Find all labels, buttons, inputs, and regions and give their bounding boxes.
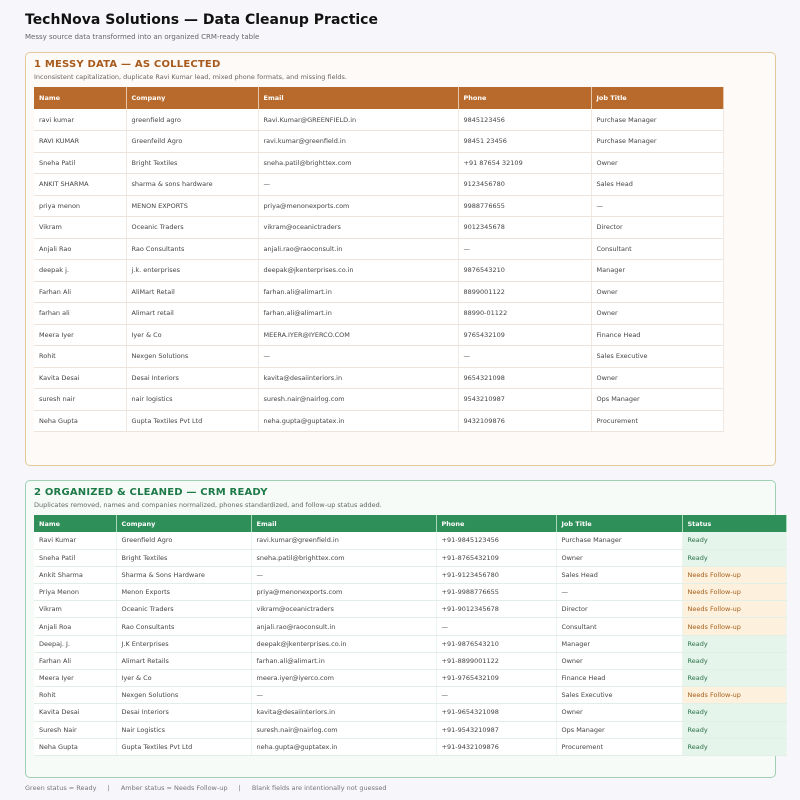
raw-cell-email: neha.gupta@guptatex.in (258, 410, 458, 432)
legend-ready: Green status = Ready (25, 784, 97, 792)
status-badge: Needs Follow-up (682, 687, 786, 704)
raw-cell-job-title: Director (591, 217, 723, 239)
status-badge: Ready (682, 549, 786, 566)
raw-cell-phone: 9432109876 (458, 410, 591, 432)
raw-data-heading: 1 MESSY DATA — AS COLLECTED (34, 59, 221, 70)
clean-cell-phone: +91-9876543210 (436, 635, 556, 652)
clean-cell-email: ravi.kumar@greenfield.in (251, 532, 436, 549)
clean-cell-name: Rohit (34, 687, 116, 704)
table-row (34, 410, 723, 432)
status-badge: Ready (682, 635, 786, 652)
clean-cell-job-title: Consultant (556, 618, 682, 635)
table-row (34, 324, 723, 346)
clean-cell-email: deepak@jkenterprises.co.in (251, 635, 436, 652)
raw-cell-email: farhan.ali@alimart.in (258, 281, 458, 303)
raw-cell-name: Vikram (34, 217, 126, 239)
raw-cell-name: priya menon (34, 195, 126, 217)
clean-cell-email: sneha.patil@brighttex.com (251, 549, 436, 566)
clean-cell-phone: +91-9012345678 (436, 601, 556, 618)
raw-cell-phone: 9543210987 (458, 389, 591, 411)
table-row (34, 721, 786, 738)
table-row (34, 346, 723, 368)
clean-cell-job-title: Purchase Manager (556, 532, 682, 549)
raw-cell-job-title: Ops Manager (591, 389, 723, 411)
clean-cell-company: Gupta Textiles Pvt Ltd (116, 738, 251, 755)
raw-cell-name: Neha Gupta (34, 410, 126, 432)
clean-cell-job-title: Finance Head (556, 670, 682, 687)
table-row (34, 652, 786, 669)
status-badge: Needs Follow-up (682, 601, 786, 618)
clean-cell-name: Sneha Patil (34, 549, 116, 566)
raw-cell-name: deepak j. (34, 260, 126, 282)
raw-cell-name: Sneha Patil (34, 152, 126, 174)
status-badge: Needs Follow-up (682, 584, 786, 601)
clean-cell-phone: — (436, 687, 556, 704)
raw-cell-phone: 98451 23456 (458, 131, 591, 153)
clean-cell-phone: — (436, 618, 556, 635)
raw-data-table (34, 87, 724, 432)
clean-cell-name: Meera Iyer (34, 670, 116, 687)
clean-data-table (34, 515, 787, 756)
raw-data-note: Inconsistent capitalization, duplicate Ravi Kumar lead, mixed phone formats, and missing fields. (34, 73, 347, 81)
raw-cell-job-title: Purchase Manager (591, 131, 723, 153)
clean-cell-job-title: — (556, 584, 682, 601)
raw-cell-email: MEERA.IYER@IYERCO.COM (258, 324, 458, 346)
raw-cell-email: suresh.nair@nairlog.com (258, 389, 458, 411)
table-row (34, 303, 723, 325)
clean-cell-company: Oceanic Traders (116, 601, 251, 618)
raw-cell-phone: 9012345678 (458, 217, 591, 239)
clean-cell-job-title: Manager (556, 635, 682, 652)
raw-cell-company: Oceanic Traders (126, 217, 258, 239)
clean-cell-company: Rao Consultants (116, 618, 251, 635)
table-row (34, 367, 723, 389)
raw-cell-company: Iyer & Co (126, 324, 258, 346)
table-row (34, 566, 786, 583)
raw-cell-name: Kavita Desai (34, 367, 126, 389)
raw-cell-email: priya@menonexports.com (258, 195, 458, 217)
raw-cell-email: anjali.rao@raoconsult.in (258, 238, 458, 260)
raw-cell-company: Greenfeild Agro (126, 131, 258, 153)
raw-cell-job-title: Finance Head (591, 324, 723, 346)
table-row (34, 549, 786, 566)
clean-cell-name: Anjali Roa (34, 618, 116, 635)
raw-cell-company: Nexgen Solutions (126, 346, 258, 368)
table-row (34, 195, 723, 217)
raw-col-header-company: Company (126, 87, 258, 109)
clean-cell-phone: +91-9432109876 (436, 738, 556, 755)
raw-cell-job-title: Sales Executive (591, 346, 723, 368)
table-row (34, 389, 723, 411)
raw-cell-name: farhan ali (34, 303, 126, 325)
clean-col-header-job-title: Job Title (556, 515, 682, 532)
table-row (34, 109, 723, 131)
raw-cell-name: Anjali Rao (34, 238, 126, 260)
raw-table-header-row (34, 87, 723, 109)
raw-cell-job-title: Consultant (591, 238, 723, 260)
raw-cell-job-title: Procurement (591, 410, 723, 432)
table-row (34, 738, 786, 755)
clean-cell-email: — (251, 687, 436, 704)
table-row (34, 131, 723, 153)
raw-cell-email: farhan.ali@alimart.in (258, 303, 458, 325)
status-badge: Ready (682, 721, 786, 738)
raw-cell-email: vikram@oceanictraders (258, 217, 458, 239)
raw-cell-phone: — (458, 238, 591, 260)
clean-cell-phone: +91-9654321098 (436, 704, 556, 721)
clean-cell-name: Neha Gupta (34, 738, 116, 755)
clean-cell-name: Vikram (34, 601, 116, 618)
clean-cell-email: farhan.ali@alimart.in (251, 652, 436, 669)
clean-cell-phone: +91-9988776655 (436, 584, 556, 601)
clean-cell-name: Farhan Ali (34, 652, 116, 669)
raw-cell-email: — (258, 174, 458, 196)
clean-cell-company: Bright Textiles (116, 549, 251, 566)
clean-cell-company: Nexgen Solutions (116, 687, 251, 704)
raw-cell-company: greenfield agro (126, 109, 258, 131)
raw-cell-phone: 88990-01122 (458, 303, 591, 325)
raw-cell-job-title: Owner (591, 303, 723, 325)
raw-data-panel (25, 52, 776, 466)
raw-cell-company: AliMart Retail (126, 281, 258, 303)
raw-cell-phone: 9765432109 (458, 324, 591, 346)
raw-cell-name: ANKIT SHARMA (34, 174, 126, 196)
clean-cell-job-title: Owner (556, 549, 682, 566)
table-row (34, 618, 786, 635)
table-row (34, 532, 786, 549)
clean-col-header-company: Company (116, 515, 251, 532)
raw-cell-name: Rohit (34, 346, 126, 368)
status-badge: Ready (682, 670, 786, 687)
table-row (34, 281, 723, 303)
raw-cell-job-title: Owner (591, 281, 723, 303)
clean-cell-email: kavita@desaiinteriors.in (251, 704, 436, 721)
raw-col-header-phone: Phone (458, 87, 591, 109)
clean-cell-company: Menon Exports (116, 584, 251, 601)
legend-blank: Blank fields are intentionally not guessed (251, 784, 387, 792)
clean-cell-job-title: Owner (556, 652, 682, 669)
raw-cell-company: MENON EXPORTS (126, 195, 258, 217)
clean-col-header-email: Email (251, 515, 436, 532)
table-row (34, 217, 723, 239)
table-row (34, 238, 723, 260)
clean-cell-job-title: Director (556, 601, 682, 618)
clean-cell-company: J.K Enterprises (116, 635, 251, 652)
table-row (34, 584, 786, 601)
raw-cell-company: j.k. enterprises (126, 260, 258, 282)
raw-cell-email: sneha.patil@brighttex.com (258, 152, 458, 174)
raw-cell-company: Rao Consultants (126, 238, 258, 260)
raw-cell-job-title: Owner (591, 152, 723, 174)
clean-cell-company: Alimart Retails (116, 652, 251, 669)
raw-cell-email: deepak@jkenterprises.co.in (258, 260, 458, 282)
raw-table-body (34, 109, 723, 432)
raw-cell-name: Meera Iyer (34, 324, 126, 346)
clean-cell-job-title: Owner (556, 704, 682, 721)
clean-cell-job-title: Sales Executive (556, 687, 682, 704)
table-row (34, 174, 723, 196)
table-row (34, 152, 723, 174)
clean-cell-phone: +91-9765432109 (436, 670, 556, 687)
status-badge: Ready (682, 532, 786, 549)
status-badge: Ready (682, 738, 786, 755)
clean-cell-phone: +91-8899001122 (436, 652, 556, 669)
raw-cell-name: RAVI KUMAR (34, 131, 126, 153)
clean-cell-email: neha.gupta@guptatex.in (251, 738, 436, 755)
raw-cell-name: suresh nair (34, 389, 126, 411)
clean-cell-company: Desai Interiors (116, 704, 251, 721)
clean-cell-name: Suresh Nair (34, 721, 116, 738)
raw-cell-company: nair logistics (126, 389, 258, 411)
clean-data-note: Duplicates removed, names and companies normalized, phones standardized, and follow-up status added. (34, 501, 382, 509)
raw-cell-company: Gupta Textiles Pvt Ltd (126, 410, 258, 432)
clean-cell-job-title: Ops Manager (556, 721, 682, 738)
raw-cell-job-title: Purchase Manager (591, 109, 723, 131)
clean-col-header-phone: Phone (436, 515, 556, 532)
raw-col-header-email: Email (258, 87, 458, 109)
status-badge: Needs Follow-up (682, 618, 786, 635)
raw-cell-job-title: Sales Head (591, 174, 723, 196)
clean-col-header-name: Name (34, 515, 116, 532)
clean-cell-name: Priya Menon (34, 584, 116, 601)
status-badge: Needs Follow-up (682, 566, 786, 583)
table-row (34, 635, 786, 652)
raw-cell-phone: +91 87654 32109 (458, 152, 591, 174)
raw-cell-email: kavita@desaiinteriors.in (258, 367, 458, 389)
raw-col-header-job-title: Job Title (591, 87, 723, 109)
legend-separator: | (107, 784, 110, 792)
clean-cell-phone: +91-9123456780 (436, 566, 556, 583)
clean-cell-name: Ravi Kumar (34, 532, 116, 549)
clean-cell-email: priya@menonexports.com (251, 584, 436, 601)
raw-cell-phone: 9845123456 (458, 109, 591, 131)
raw-cell-company: sharma & sons hardware (126, 174, 258, 196)
clean-data-panel (25, 480, 776, 778)
raw-cell-email: Ravi.Kumar@GREENFIELD.in (258, 109, 458, 131)
raw-cell-company: Bright Textiles (126, 152, 258, 174)
clean-cell-name: Ankit Sharma (34, 566, 116, 583)
clean-data-heading: 2 ORGANIZED & CLEANED — CRM READY (34, 487, 268, 498)
clean-cell-company: Greenfield Agro (116, 532, 251, 549)
clean-table-header-row (34, 515, 786, 532)
clean-cell-company: Sharma & Sons Hardware (116, 566, 251, 583)
clean-col-header-status: Status (682, 515, 786, 532)
legend-follow: Amber status = Needs Follow-up (120, 784, 228, 792)
table-row (34, 601, 786, 618)
clean-cell-name: Kavita Desai (34, 704, 116, 721)
clean-cell-email: meera.iyer@iyerco.com (251, 670, 436, 687)
raw-cell-name: ravi kumar (34, 109, 126, 131)
clean-table-body (34, 532, 786, 755)
clean-cell-phone: +91-8765432109 (436, 549, 556, 566)
clean-cell-job-title: Sales Head (556, 566, 682, 583)
raw-cell-job-title: — (591, 195, 723, 217)
page-title: TechNova Solutions — Data Cleanup Practice (25, 12, 378, 28)
clean-cell-phone: +91-9845123456 (436, 532, 556, 549)
legend-separator: | (238, 784, 241, 792)
clean-cell-company: Iyer & Co (116, 670, 251, 687)
clean-cell-email: vikram@oceanictraders (251, 601, 436, 618)
raw-cell-phone: 9876543210 (458, 260, 591, 282)
page-subtitle: Messy source data transformed into an organized CRM-ready table (25, 33, 260, 41)
raw-cell-phone: 9123456780 (458, 174, 591, 196)
raw-cell-company: Desai Interiors (126, 367, 258, 389)
raw-cell-email: — (258, 346, 458, 368)
raw-cell-phone: 8899001122 (458, 281, 591, 303)
raw-cell-job-title: Manager (591, 260, 723, 282)
clean-cell-job-title: Procurement (556, 738, 682, 755)
table-row (34, 670, 786, 687)
clean-cell-email: anjali.rao@raoconsult.in (251, 618, 436, 635)
status-badge: Ready (682, 652, 786, 669)
raw-cell-company: Alimart retail (126, 303, 258, 325)
status-badge: Ready (682, 704, 786, 721)
raw-cell-name: Farhan Ali (34, 281, 126, 303)
legend (25, 784, 396, 792)
raw-col-header-name: Name (34, 87, 126, 109)
raw-cell-phone: 9988776655 (458, 195, 591, 217)
raw-cell-email: ravi.kumar@greenfield.in (258, 131, 458, 153)
clean-cell-company: Nair Logistics (116, 721, 251, 738)
raw-cell-job-title: Owner (591, 367, 723, 389)
clean-cell-email: suresh.nair@nairlog.com (251, 721, 436, 738)
raw-cell-phone: 9654321098 (458, 367, 591, 389)
clean-cell-phone: +91-9543210987 (436, 721, 556, 738)
raw-cell-phone: — (458, 346, 591, 368)
clean-cell-name: Deepaj. J. (34, 635, 116, 652)
table-row (34, 704, 786, 721)
table-row (34, 260, 723, 282)
table-row (34, 687, 786, 704)
clean-cell-email: — (251, 566, 436, 583)
